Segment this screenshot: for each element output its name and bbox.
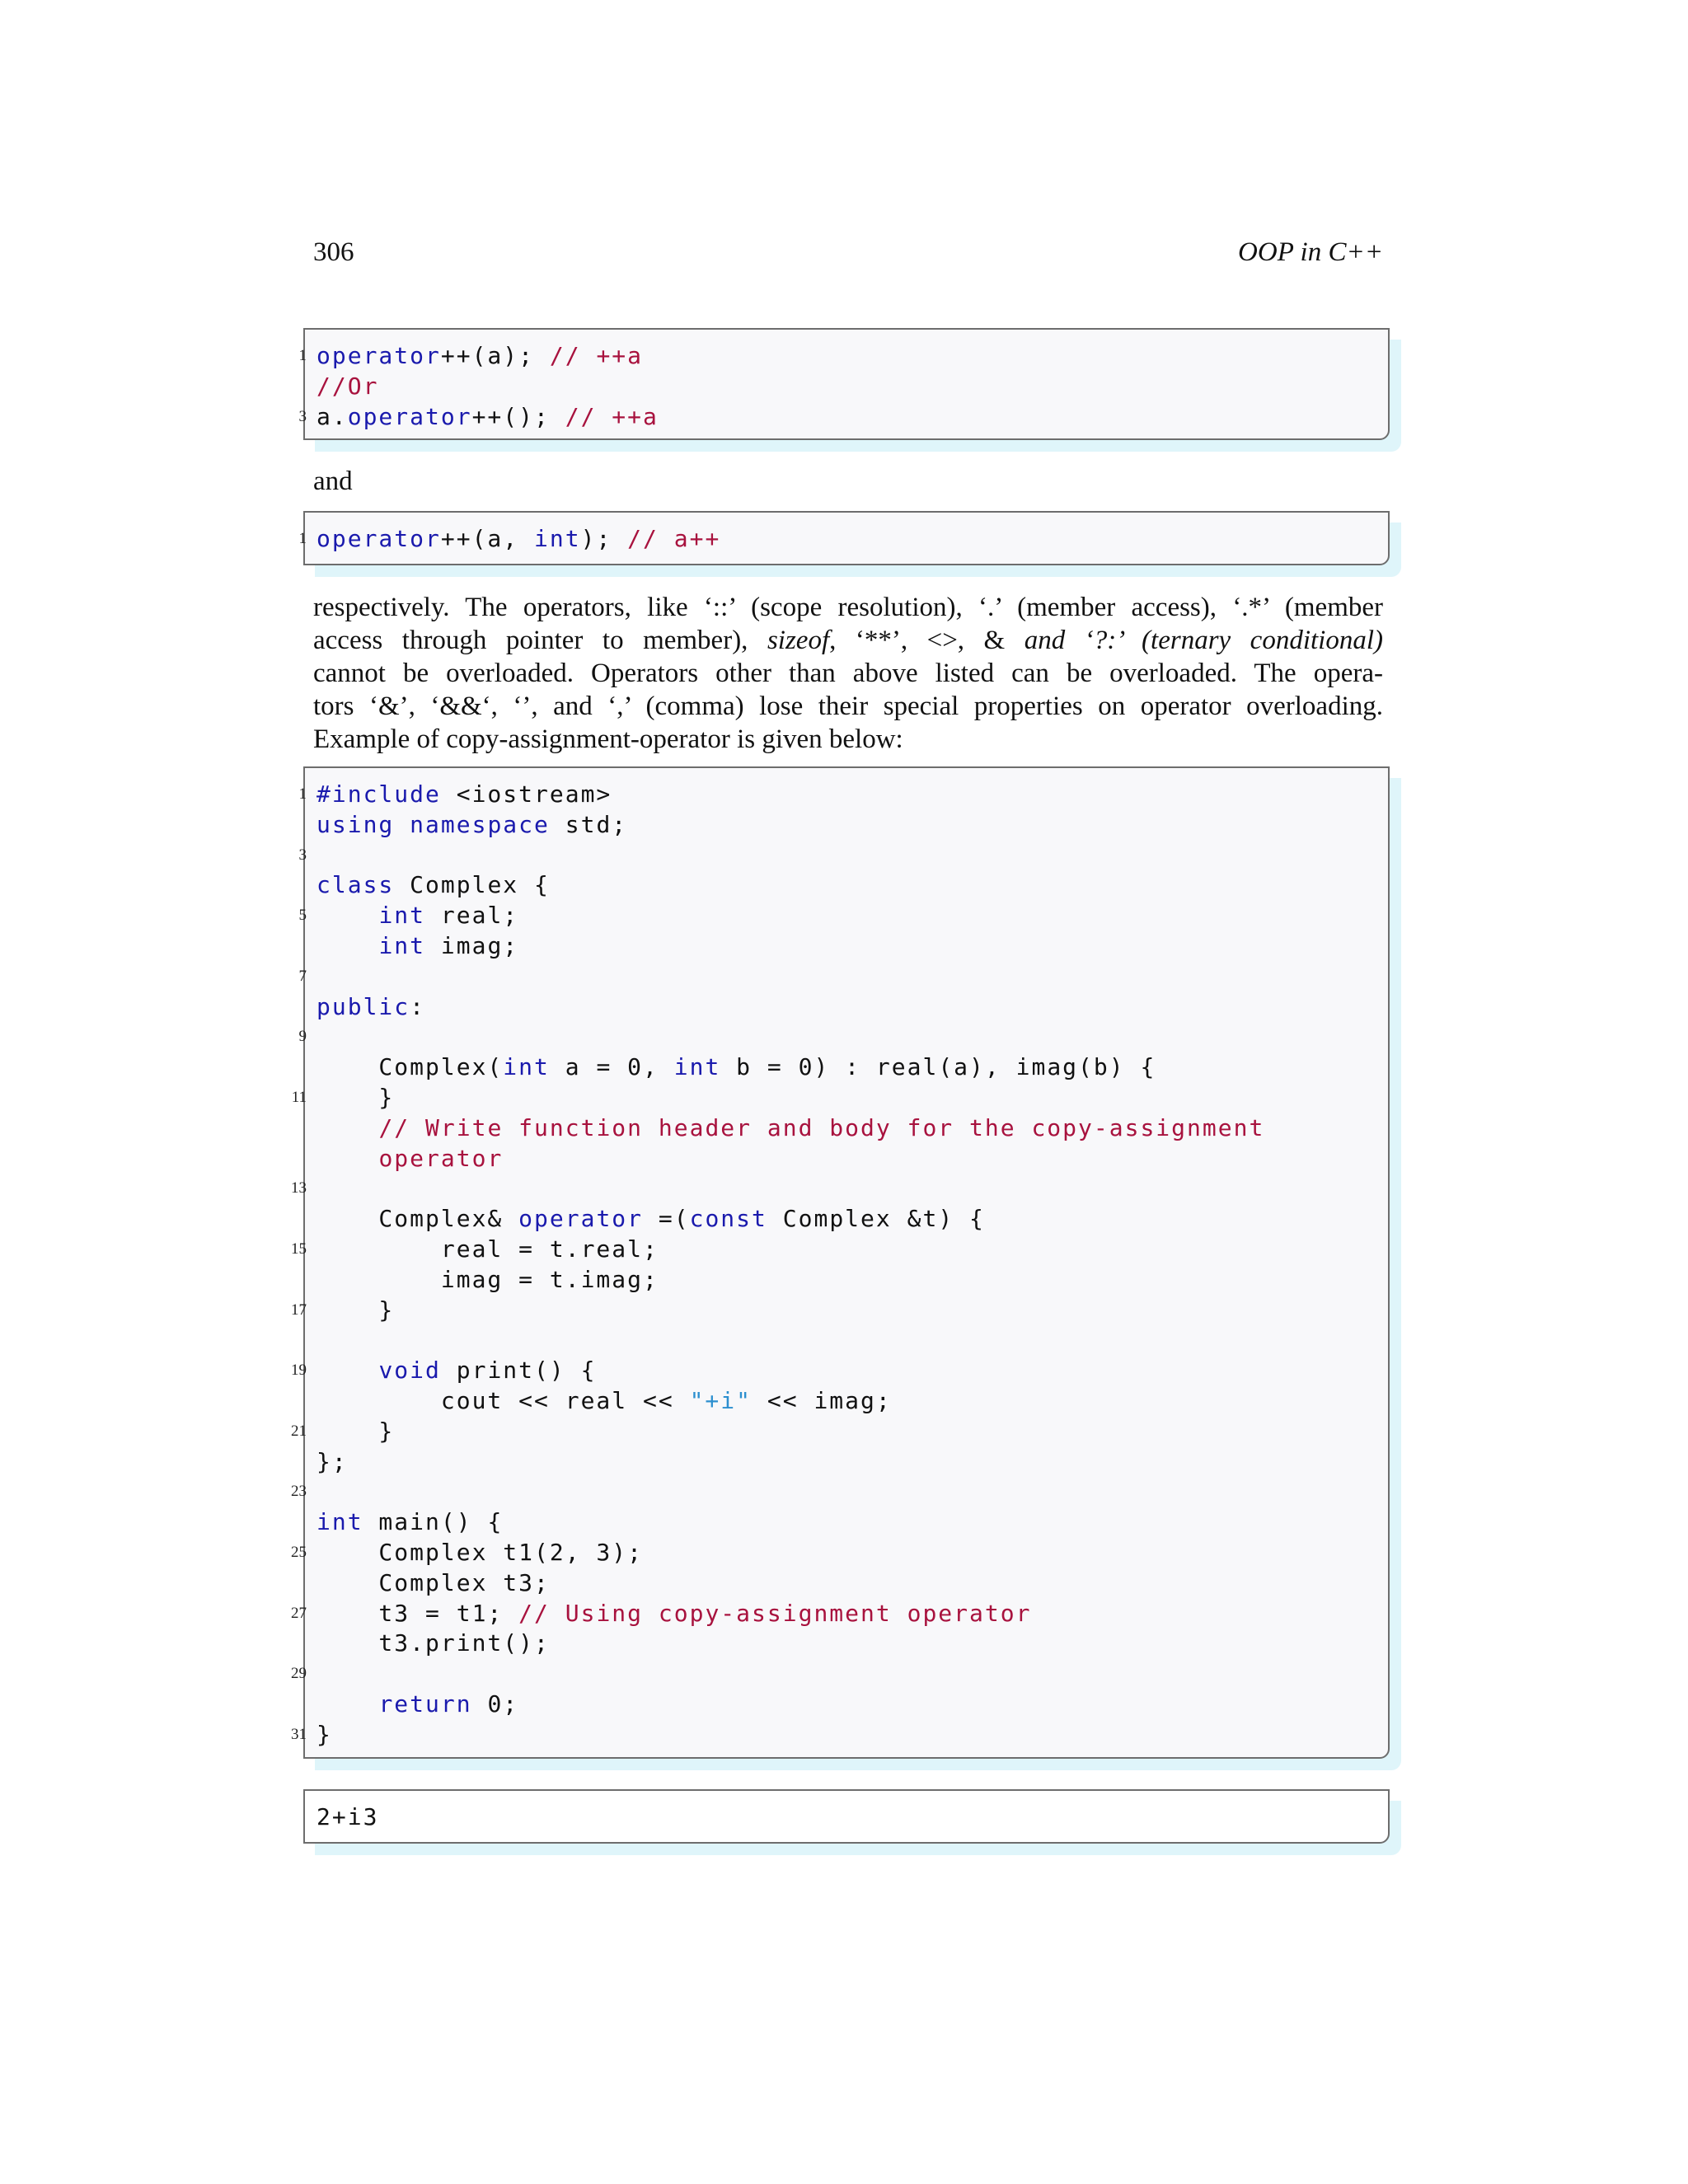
code-comment: //Or <box>316 372 379 400</box>
code-line <box>316 991 425 1022</box>
connector-text: and <box>313 466 353 496</box>
code-text: ++(a, <box>440 525 535 552</box>
code-text: << imag; <box>752 1387 892 1414</box>
code-keyword: operator <box>316 525 441 552</box>
code-line <box>316 1385 892 1416</box>
body-paragraph <box>313 591 1383 756</box>
code-line <box>298 779 612 809</box>
code-listing-increment-postfix <box>298 511 1390 565</box>
line-number: 7 <box>298 967 307 985</box>
code-keyword: operator <box>347 402 472 430</box>
code-text: ++(a); <box>440 342 550 369</box>
code-keyword: int <box>534 525 581 552</box>
code-text: Complex t3; <box>316 1568 550 1596</box>
code-comment: operator <box>378 1144 504 1172</box>
code-keyword: int <box>503 1053 550 1081</box>
paragraph-line: cannot be overloaded. Operators other than above listed can be overloaded. The opera- <box>313 658 1383 688</box>
code-line <box>316 371 378 401</box>
code-line <box>316 809 627 840</box>
code-keyword: operator <box>316 342 441 369</box>
code-text: } <box>316 1720 332 1748</box>
code-text: 0; <box>471 1690 519 1718</box>
code-text <box>316 1690 378 1718</box>
line-number: 13 <box>291 1179 307 1197</box>
code-keyword: using <box>316 810 395 838</box>
line-number: 15 <box>291 1240 307 1258</box>
code-line <box>291 1416 395 1446</box>
code-keyword: class <box>316 871 395 899</box>
code-text: } <box>316 1084 395 1111</box>
code-line <box>291 1355 597 1385</box>
code-text: a. <box>316 402 348 430</box>
code-text <box>316 1114 378 1141</box>
line-number: 9 <box>298 1028 307 1046</box>
code-text: <iostream> <box>440 780 612 808</box>
code-text: Complex t1(2, 3); <box>316 1539 644 1566</box>
paragraph-line: respectively. The operators, like ‘::’ (scope resolution), ‘.’ (member access), ‘.*’ (member <box>313 593 1383 622</box>
code-line <box>316 930 518 961</box>
code-text: imag = t.imag; <box>316 1265 659 1293</box>
paragraph-line: Example of copy-assignment-operator is given below: <box>313 724 903 754</box>
code-listing-copy-assignment <box>291 766 1390 1759</box>
code-keyword: operator <box>518 1205 644 1233</box>
code-text: } <box>316 1417 395 1445</box>
code-text: a = 0, <box>549 1053 674 1081</box>
code-text: =( <box>643 1205 690 1233</box>
code-keyword: #include <box>316 780 441 808</box>
line-number: 1 <box>298 347 307 364</box>
code-text: }; <box>316 1447 348 1475</box>
line-number: 21 <box>291 1422 307 1440</box>
line-number: 25 <box>291 1544 307 1561</box>
line-number: 29 <box>291 1665 307 1683</box>
code-line <box>316 1052 1156 1082</box>
code-text: Complex { <box>394 871 550 899</box>
code-text: real = t.real; <box>316 1235 659 1263</box>
line-number: 1 <box>298 530 307 547</box>
code-keyword: public <box>316 992 410 1020</box>
code-keyword: int <box>378 932 426 959</box>
code-keyword: namespace <box>410 810 550 838</box>
code-comment: // ++a <box>565 402 659 430</box>
code-line <box>316 1264 659 1295</box>
code-keyword: const <box>689 1205 767 1233</box>
code-text: cout << real << <box>316 1387 690 1414</box>
line-number: 3 <box>298 846 307 864</box>
code-text: std; <box>549 810 628 838</box>
code-text: t3.print(); <box>316 1629 550 1657</box>
line-number: 31 <box>291 1725 307 1743</box>
code-text: b = 0) : real(a), imag(b) { <box>720 1053 1156 1081</box>
code-line <box>291 1295 395 1325</box>
code-line <box>316 1143 503 1174</box>
line-number: 11 <box>291 1089 307 1106</box>
code-text: real; <box>425 902 519 930</box>
code-text: Complex( <box>316 1053 504 1081</box>
line-number: 23 <box>291 1483 307 1501</box>
code-text <box>316 902 378 929</box>
code-text: } <box>316 1296 395 1324</box>
running-head <box>313 237 1383 268</box>
code-comment: // a++ <box>627 525 721 552</box>
code-line <box>291 1719 332 1750</box>
code-line <box>291 1082 395 1113</box>
code-keyword: return <box>378 1690 472 1718</box>
code-line <box>291 1234 659 1264</box>
program-output-box <box>303 1789 1390 1844</box>
code-keyword: int <box>378 902 426 930</box>
code-line <box>316 869 550 900</box>
code-line <box>316 1689 518 1719</box>
code-listing-increment-prefix <box>298 328 1390 440</box>
line-number: 19 <box>291 1361 307 1380</box>
code-text: print() { <box>440 1357 597 1385</box>
code-keyword: int <box>316 1508 363 1536</box>
line-number: 27 <box>291 1604 307 1622</box>
code-line <box>316 1568 550 1598</box>
code-text: Complex& <box>316 1205 519 1233</box>
code-text: Complex &t) { <box>767 1205 985 1233</box>
line-number: 5 <box>298 907 307 925</box>
program-output: 2+i3 <box>316 1803 379 1830</box>
code-keyword: void <box>378 1357 441 1385</box>
code-text: imag; <box>425 932 519 959</box>
paragraph-line: access through pointer to member), sizeof, ‘**’, <>, & and ‘?:’ (ternary conditional) <box>313 626 1383 655</box>
code-line <box>316 1628 550 1658</box>
code-comment: // ++a <box>549 342 644 369</box>
code-line <box>291 1598 1032 1629</box>
paragraph-line: tors ‘&’, ‘&&‘, ‘’, and ‘,’ (comma) lose their special properties on operator overloading. <box>313 691 1384 721</box>
code-text: main() { <box>363 1508 504 1536</box>
line-number: 1 <box>298 785 307 803</box>
page-number: 306 <box>313 237 354 267</box>
code-text: ++(); <box>471 402 565 430</box>
code-text <box>316 1357 378 1384</box>
code-text <box>316 1145 378 1172</box>
code-text: : <box>410 992 426 1020</box>
code-keyword: int <box>673 1053 721 1081</box>
code-line <box>316 1507 503 1537</box>
line-number: 17 <box>291 1301 307 1319</box>
code-line <box>316 1113 1264 1143</box>
code-text <box>394 811 410 838</box>
code-line <box>298 900 519 930</box>
code-text: ); <box>580 525 628 552</box>
code-string: "+i" <box>689 1387 753 1414</box>
running-title: OOP in C++ <box>1238 237 1383 267</box>
code-line <box>298 340 644 371</box>
code-text <box>316 932 378 959</box>
code-comment: // Using copy-assignment operator <box>518 1599 1032 1627</box>
code-line <box>316 1446 348 1477</box>
code-line <box>298 401 659 432</box>
code-line <box>291 1537 644 1568</box>
code-text: t3 = t1; <box>316 1599 519 1627</box>
code-line <box>316 1203 985 1234</box>
line-number: 3 <box>298 407 307 425</box>
code-line <box>298 523 721 554</box>
code-comment: // Write function header and body for the copy-assignment <box>378 1113 1265 1141</box>
